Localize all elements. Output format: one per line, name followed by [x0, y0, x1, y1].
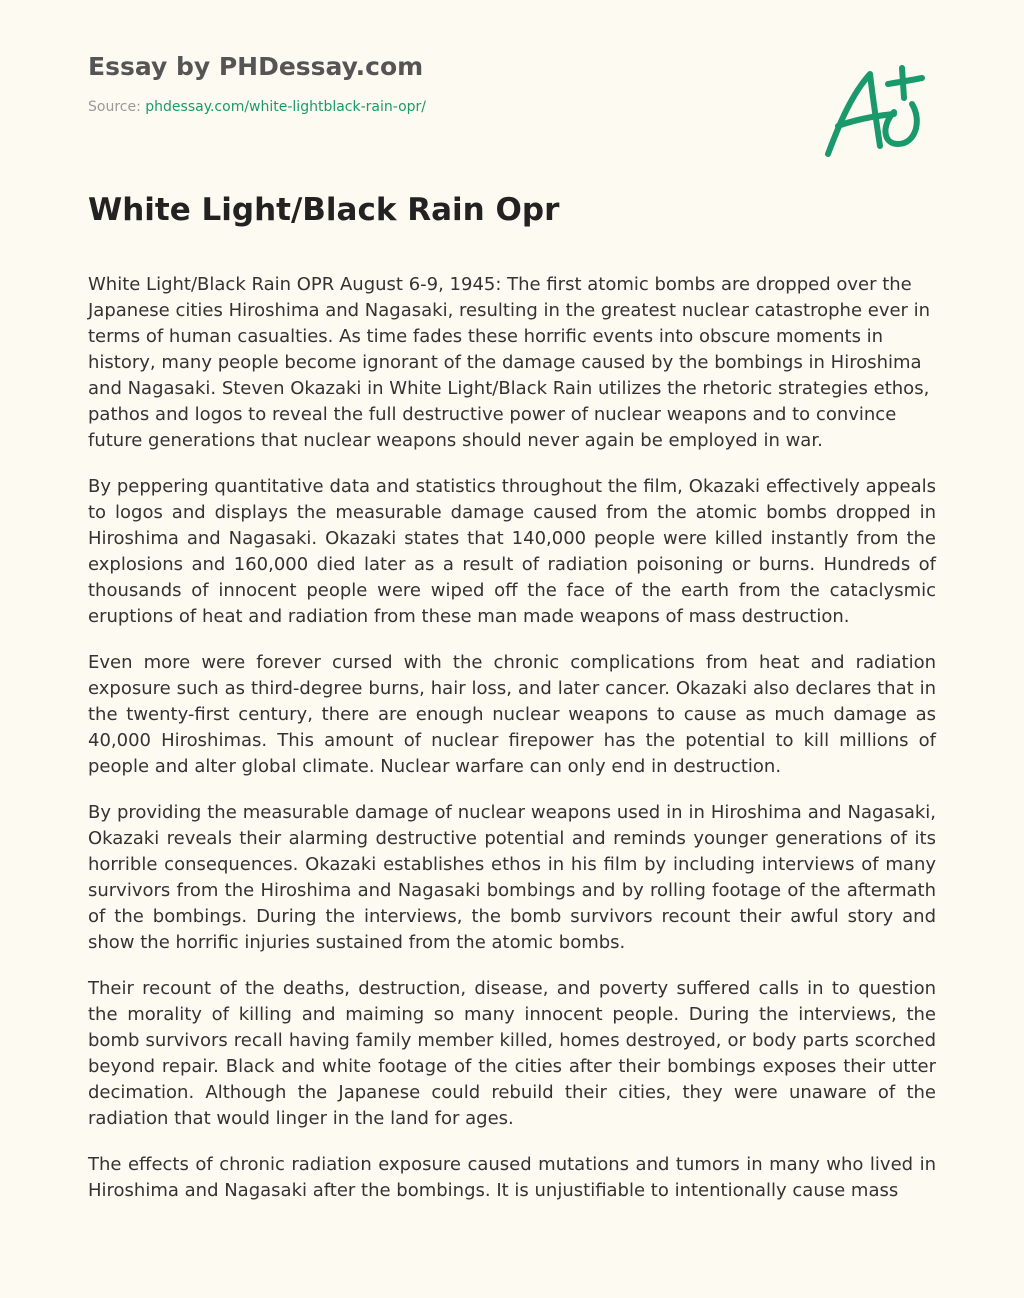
essay-paragraph: By providing the measurable damage of nuclear weapons used in in Hiroshima and Nagasaki, Okazaki reveals their alarming destructive potential and reminds younger generations of its horrible consequences. Okazaki establishes ethos in his film by including interviews of many survivors from the Hiroshima and Nagasaki bombings and by rolling footage of the aftermath of the bombings. During the interviews, the bomb survivors recount their awful story and show the horrific injuries sustained from the atomic bombs. [88, 802, 936, 953]
a-plus-grade-icon [818, 60, 938, 170]
essay-paragraph: Even more were forever cursed with the chronic complications from heat and radiation exposure such as third-degree burns, hair loss, and later cancer. Okazaki also declares that in the twenty-first century, there are enough nuclear weapons to cause as much damage as 40,000 Hiroshimas. This amount of nuclear firepower has the potential to kill millions of people and alter global climate. Nuclear warfare can only end in destruction. [88, 652, 936, 777]
essay-body [88, 272, 936, 1224]
essay-paragraph: The effects of chronic radiation exposure caused mutations and tumors in many who lived in Hiroshima and Nagasaki after the bombings. It is unjustifiable to intentionally cause mass [88, 1154, 936, 1201]
source-label: Source: [88, 99, 146, 115]
essay-paragraph: Their recount of the deaths, destruction, disease, and poverty suffered calls in to question the morality of killing and maiming so many innocent people. During the interviews, the bomb survivors recall having family member killed, homes destroyed, or body parts scorched beyond repair. Black and white footage of the cities after their bombings exposes their utter decimation. Although the Japanese could rebuild their cities, they were unaware of the radiation that would linger in the land for ages. [88, 978, 936, 1129]
essay-paragraph: By peppering quantitative data and statistics throughout the film, Okazaki effectively appeals to logos and displays the measurable damage caused from the atomic bombs dropped in Hiroshima and Nagasaki. Okazaki states that 140,000 people were killed instantly from the explosions and 160,000 died later as a result of radiation poisoning or burns. Hundreds of thousands of innocent people were wiped off the face of the earth from the cataclysmic eruptions of heat and radiation from these man made weapons of mass destruction. [88, 476, 936, 627]
page-header [88, 50, 788, 117]
essay-paragraph: White Light/Black Rain OPR August 6-9, 1945: The first atomic bombs are dropped over the Japanese cities Hiroshima and Nagasaki, resulting in the greatest nuclear catastrophe ever in terms of human casualties. As time fades these horrific events into obscure moments in history, many people become ignorant of the damage caused by the bombings in Hiroshima and Nagasaki. Steven Okazaki in White Light/Black Rain utilizes the rhetoric strategies ethos, pathos and logos to reveal the full destructive power of nuclear weapons and to convince future generations that nuclear weapons should never again be employed in war. [88, 274, 931, 451]
essay-title: White Light/Black Rain Opr [88, 192, 560, 228]
source-line [88, 97, 788, 117]
source-link[interactable]: phdessay.com/white-lightblack-rain-opr/ [145, 99, 426, 115]
site-brand[interactable]: Essay by PHDessay.com [88, 52, 424, 81]
